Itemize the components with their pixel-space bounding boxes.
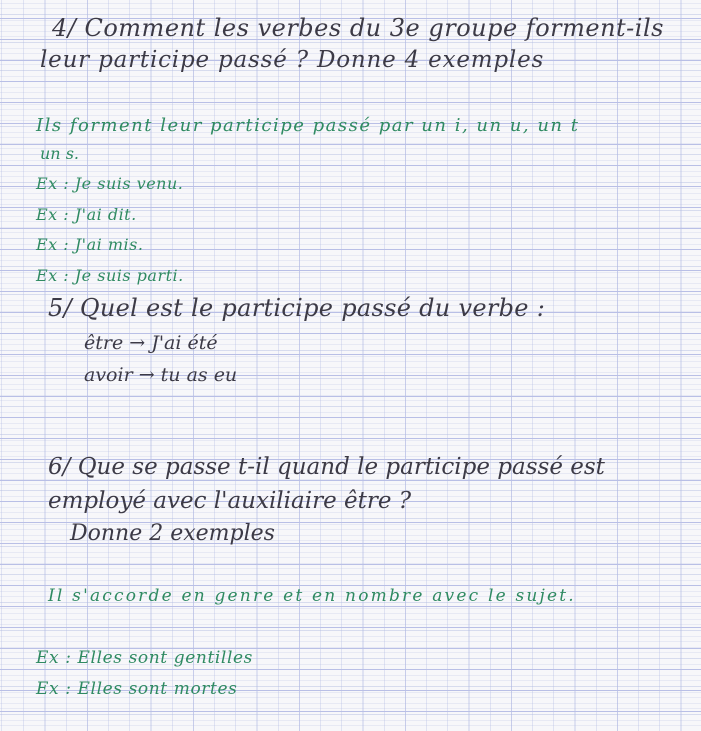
question-4-line-1: 4/ Comment les verbes du 3e groupe forment-ils: [52, 14, 664, 42]
answer-4-line-1: Ils forment leur participe passé par un i, un u, un t: [36, 115, 580, 136]
question-4-line-2: leur participe passé ? Donne 4 exemples: [40, 47, 545, 73]
question-6-line-2: employé avec l'auxiliaire être ?: [48, 488, 412, 514]
question-6-line-3: Donne 2 exemples: [70, 521, 275, 546]
answer-4-example-4: Ex : Je suis parti.: [36, 266, 184, 285]
answer-6-example-1: Ex : Elles sont gentilles: [36, 648, 253, 668]
question-5-item-2: avoir → tu as eu: [84, 364, 238, 386]
answer-4-example-2: Ex : J'ai dit.: [36, 205, 137, 224]
answer-6-example-2: Ex : Elles sont mortes: [36, 679, 238, 699]
answer-4-example-3: Ex : J'ai mis.: [36, 235, 144, 254]
answer-4-example-1: Ex : Je suis venu.: [36, 174, 184, 193]
question-6-line-1: 6/ Que se passe t-il quand le participe passé est: [48, 454, 605, 480]
question-5-item-1: être → J'ai été: [84, 332, 218, 354]
question-5-line-1: 5/ Quel est le participe passé du verbe :: [48, 294, 546, 322]
answer-4-line-2: un s.: [40, 144, 79, 163]
answer-6-line-1: Il s'accorde en genre et en nombre avec le sujet.: [48, 586, 576, 606]
